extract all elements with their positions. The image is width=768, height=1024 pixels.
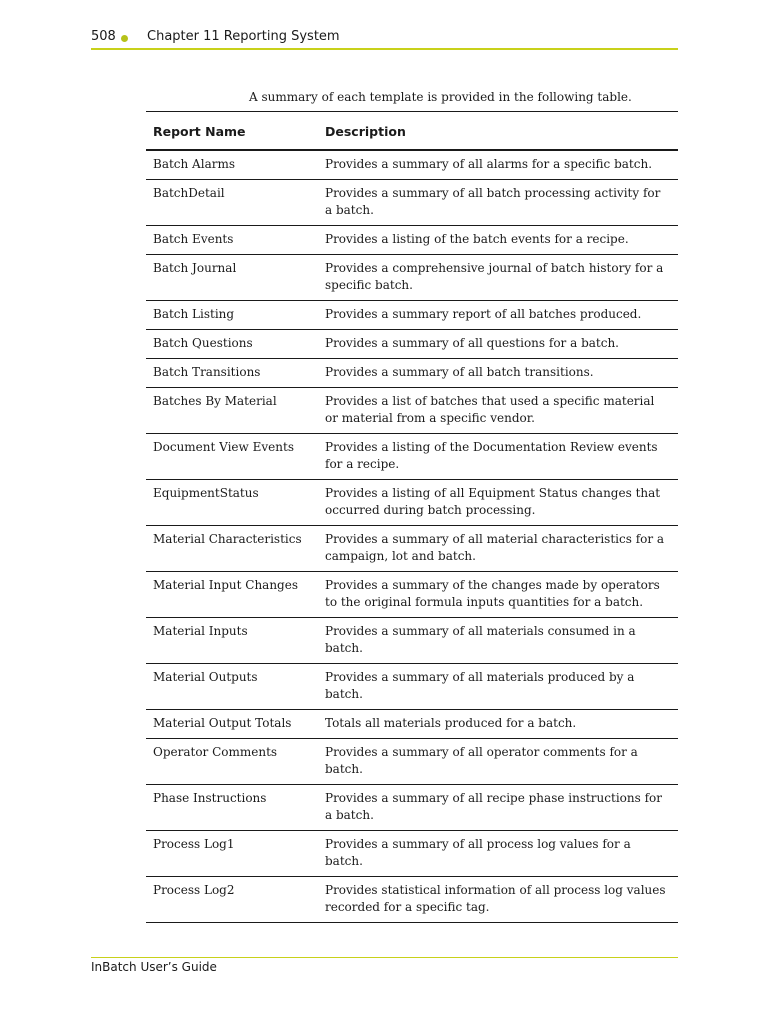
description-cell: Provides a summary of all recipe phase instructions for a batch. <box>325 791 662 822</box>
table-row <box>146 480 678 526</box>
footer-title: InBatch User’s Guide <box>91 960 217 974</box>
report-name-cell: Batch Transitions <box>153 365 261 379</box>
table-row <box>146 831 678 877</box>
table-row <box>146 710 678 739</box>
table-row <box>146 301 678 330</box>
report-name-cell: Batch Questions <box>153 336 253 350</box>
table-row <box>146 526 678 572</box>
description-cell: Provides a comprehensive journal of batch history for a specific batch. <box>325 261 664 292</box>
report-name-cell: Material Characteristics <box>153 532 302 546</box>
report-name-cell: Material Outputs <box>153 670 258 684</box>
chapter-title: Chapter 11 Reporting System <box>147 29 340 44</box>
report-name-cell: Operator Comments <box>153 745 278 759</box>
description-cell: Provides a summary of all alarms for a specific batch. <box>325 157 653 171</box>
description-cell: Provides a summary of all operator comments for a batch. <box>325 745 638 776</box>
table-row <box>146 664 678 710</box>
report-name-cell: Process Log1 <box>153 837 235 851</box>
table-row <box>146 434 678 480</box>
bullet-dot-icon <box>121 35 128 42</box>
description-cell: Provides a summary report of all batches produced. <box>325 307 642 321</box>
table-row <box>146 877 678 923</box>
report-name-cell: Material Output Totals <box>153 716 292 730</box>
description-cell: Provides a summary of all materials produced by a batch. <box>325 670 635 701</box>
page-header <box>91 28 678 50</box>
description-cell: Provides a listing of all Equipment Status changes that occurred during batch processing. <box>325 486 661 517</box>
report-name-cell: Batch Events <box>153 232 234 246</box>
table-row <box>146 572 678 618</box>
page-footer <box>91 957 678 974</box>
description-cell: Provides a summary of the changes made by operators to the original formula inputs quantities for a batch. <box>325 578 660 609</box>
report-templates-table <box>146 111 678 923</box>
table-row <box>146 330 678 359</box>
table-row <box>146 359 678 388</box>
description-cell: Provides statistical information of all process log values recorded for a specific tag. <box>325 883 666 914</box>
report-name-cell: Batch Journal <box>153 261 237 275</box>
report-name-cell: Batch Listing <box>153 307 235 321</box>
description-cell: Provides a listing of the Documentation Review events for a recipe. <box>325 440 658 471</box>
description-cell: Provides a listing of the batch events for a recipe. <box>325 232 629 246</box>
intro-paragraph: A summary of each template is provided in the following table. <box>249 90 632 104</box>
report-name-cell: Material Input Changes <box>153 578 298 592</box>
column-header-description: Description <box>325 124 406 139</box>
report-name-cell: Batch Alarms <box>153 157 235 171</box>
table-row <box>146 785 678 831</box>
table-row <box>146 150 678 180</box>
report-name-cell: Batches By Material <box>153 394 277 408</box>
table-row <box>146 255 678 301</box>
table-row <box>146 226 678 255</box>
column-header-report-name: Report Name <box>153 124 246 139</box>
description-cell: Provides a summary of all batch processing activity for a batch. <box>325 186 661 217</box>
page-number: 508 <box>91 29 116 44</box>
description-cell: Provides a summary of all process log values for a batch. <box>325 837 631 868</box>
table-header-row <box>146 112 678 151</box>
report-name-cell: Material Inputs <box>153 624 248 638</box>
report-name-cell: BatchDetail <box>153 186 225 200</box>
report-name-cell: Document View Events <box>153 440 294 454</box>
table-body <box>146 150 678 923</box>
report-name-cell: Phase Instructions <box>153 791 267 805</box>
description-cell: Provides a summary of all batch transitions. <box>325 365 594 379</box>
table-row <box>146 180 678 226</box>
table-row <box>146 388 678 434</box>
description-cell: Totals all materials produced for a batch. <box>325 716 577 730</box>
description-cell: Provides a summary of all materials consumed in a batch. <box>325 624 636 655</box>
table-row <box>146 618 678 664</box>
description-cell: Provides a summary of all material characteristics for a campaign, lot and batch. <box>325 532 665 563</box>
description-cell: Provides a summary of all questions for a batch. <box>325 336 619 350</box>
table-row <box>146 739 678 785</box>
description-cell: Provides a list of batches that used a specific material or material from a specific vendor. <box>325 394 655 425</box>
report-name-cell: Process Log2 <box>153 883 235 897</box>
report-name-cell: EquipmentStatus <box>153 486 259 500</box>
